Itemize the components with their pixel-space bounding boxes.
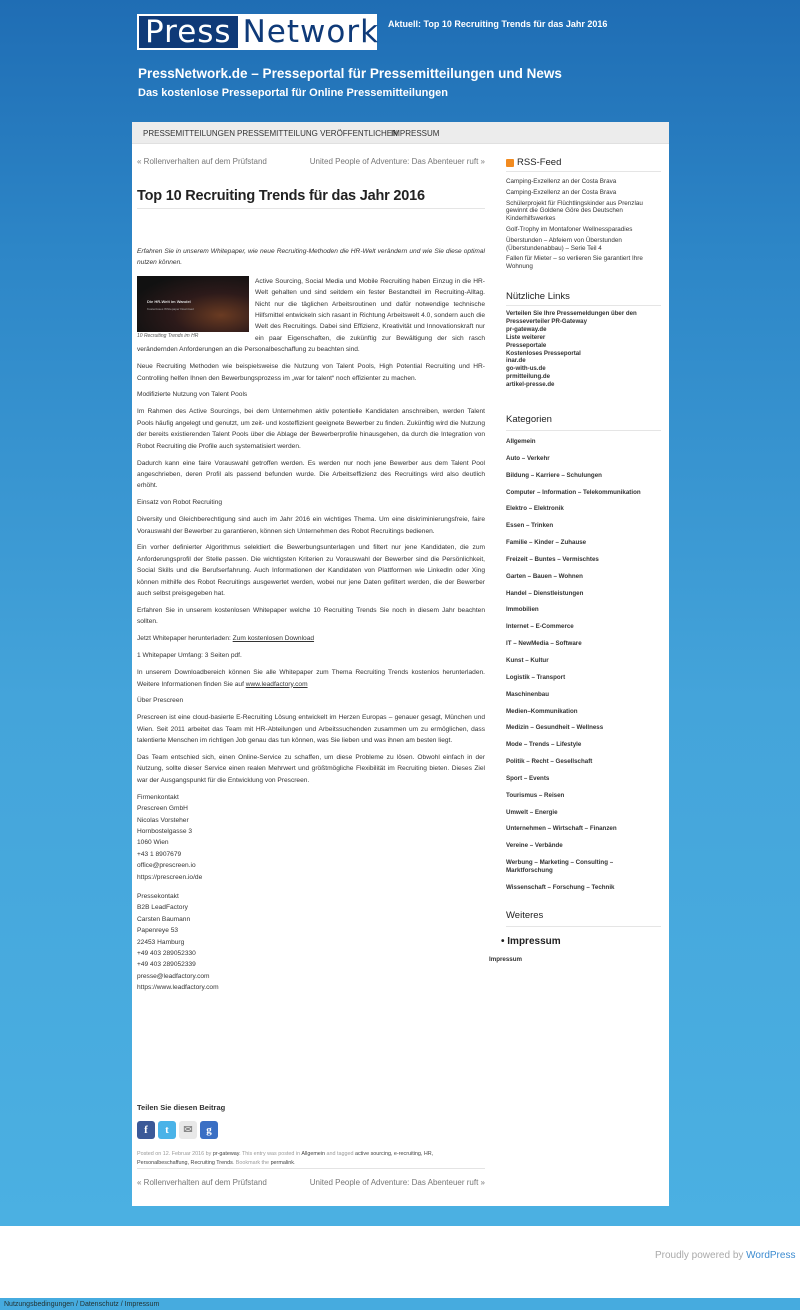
prev-post-link[interactable]: « Rollenverhalten auf dem Prüfstand — [137, 157, 267, 166]
meta-text: . Bookmark the — [232, 1159, 271, 1166]
rss-title-text[interactable]: RSS-Feed — [517, 157, 562, 168]
category-item[interactable]: Medizin – Gesundheit – Wellness — [506, 724, 604, 732]
useful-link[interactable]: Kostenloses Presseportal — [506, 349, 581, 357]
post-intro: Erfahren Sie in unserem Whitepaper, wie neue Recruiting-Methoden die HR-Welt verändern und wie Sie diese optimal nutzen können. — [137, 248, 485, 267]
category-item[interactable]: Werbung – Marketing – Consulting – Marktforschung — [506, 859, 614, 874]
site-description: Das kostenlose Presseportal für Online Pressemitteilungen — [138, 87, 448, 99]
category-item[interactable]: Internet – E-Commerce — [506, 623, 574, 631]
category-item[interactable]: Medien–Kommunikation — [506, 707, 578, 715]
weiteres-widget-title: Weiteres — [506, 910, 661, 927]
rss-item[interactable]: Camping-Exzellenz an der Costa Brava — [506, 188, 617, 196]
rss-item[interactable]: Golf-Trophy im Montafoner Wellnessparadies — [506, 225, 633, 233]
prev-post-link[interactable]: « Rollenverhalten auf dem Prüfstand — [137, 1178, 267, 1187]
links-list — [506, 310, 661, 389]
share-section — [137, 1102, 485, 1139]
impressum-heading[interactable]: • Impressum — [501, 936, 561, 947]
site-title[interactable]: PressNetwork.de – Presseportal für Pressemitteilungen und News — [138, 66, 562, 81]
rss-item[interactable]: Überstunden – Abfeiern von Überstunden (Überstundenabbau) – Serie Teil 4 — [506, 236, 622, 252]
contact-line: 22453 Hamburg — [137, 938, 185, 946]
meta-posted-on: Posted on 12. Februar 2016 by — [137, 1151, 213, 1157]
post-navigation-bottom — [137, 1168, 485, 1188]
contact-line: 1060 Wien — [137, 839, 169, 847]
category-item[interactable]: Allgemein — [506, 438, 536, 445]
contact-line: presse@leadfactory.com — [137, 972, 210, 980]
contact-line: B2B LeadFactory — [137, 904, 188, 912]
category-item[interactable]: Sport – Events — [506, 774, 550, 782]
category-item[interactable]: Computer – Information – Telekommunikation — [506, 488, 641, 496]
image-headline: Die HR-Welt im Wandel — [147, 298, 191, 304]
post-navigation-top — [137, 156, 485, 167]
paragraph: Diversity und Gleichberechtigung sind auch im Jahr 2016 ein wichtiges Thema. Um eine diskriminierungsfreie, faire Vorauswahl der Bewerber zu garantieren, können sich Unternehmen des Robot Recruitings bedienen. — [137, 516, 485, 535]
category-item[interactable]: Familie – Kinder – Zuhause — [506, 539, 587, 547]
category-item[interactable]: Immobilien — [506, 606, 539, 614]
download-link[interactable]: Zum kostenlosen Download — [232, 635, 315, 643]
post-body — [137, 246, 485, 1002]
author-link[interactable]: pr-gateway — [212, 1151, 240, 1157]
category-item[interactable]: Handel – Dienstleistungen — [506, 589, 584, 597]
useful-link[interactable]: go-with-us.de — [506, 365, 546, 373]
rss-item[interactable]: Schülerprojekt für Flüchtlingskinder aus Prenzlau gewinnt die Goldene Göre des Deutschen Kinderhilfswerkes — [506, 199, 643, 223]
powered-by — [655, 1250, 795, 1261]
categories-widget-title: Kategorien — [506, 414, 661, 431]
tags-links[interactable]: active sourcing, e-recruiting, HR, Personalbeschaffung, Recruiting Trends — [137, 1151, 434, 1166]
useful-link[interactable]: Verteilen Sie Ihre Pressemeldungen über den Presseverteiler PR-Gateway — [506, 310, 637, 325]
paragraph: Erfahren Sie in unserem kostenlosen Whitepaper welche 10 Recruiting Trends Sie noch in diesem Jahr beachten sollten. — [137, 606, 485, 626]
leadfactory-link[interactable]: www.leadfactory.com — [245, 680, 308, 688]
paragraph: Im Rahmen des Active Sourcings, bei dem Unternehmen aktiv potentielle Kandidaten anschreiben, werden Talent Pools häufig angelegt und genutzt, um zeit- und kosteffizient geeignete Bewerber zu finden. Zukünftig wird die Nutzung der bereits existierenden Talent Pools über die Ablage der Bewerberprofile hinausgehen, da durch die Integration von Robot Recruiting die Profile auch systematisiert werden. — [137, 408, 485, 450]
main-nav — [132, 122, 669, 144]
useful-link[interactable]: inar.de — [506, 357, 526, 365]
bottom-separator: / — [118, 1301, 125, 1308]
download-paragraph — [137, 633, 485, 644]
rss-icon[interactable] — [506, 159, 514, 167]
useful-link[interactable]: Liste weiterer — [506, 333, 546, 341]
contact-line: Carsten Baumann — [137, 915, 191, 923]
category-item[interactable]: IT – NewMedia – Software — [506, 640, 582, 648]
meta-text: and tagged — [325, 1151, 355, 1157]
paragraph: Ein vorher definierter Algorithmus selektiert die Bewerbungsunterlagen und filtert nur jene Kandidaten, die zum Anforderungsprofil der Stelle passen. Die wichtigsten Kriterien zu Vorauswahl der Bewerber sind die Persönlichkeit, Social Skills und die Berufserfahrung. Auch Informationen der Kandidaten von Plattformen wie LinkedIn oder Xing können mithilfe des Robot Recruitings ausgewertet werden, wobei nur jene Daten gefiltert werden, die der Bewerber auch selbst preisgegeben hat. — [137, 544, 485, 598]
category-item[interactable]: Umwelt – Energie — [506, 808, 558, 816]
next-post-link[interactable]: United People of Adventure: Das Abenteuer ruft » — [309, 1178, 485, 1187]
contact-line: +43 1 8907679 — [137, 850, 182, 858]
category-item[interactable]: Wissenschaft – Forschung – Technik — [506, 883, 615, 891]
category-item[interactable]: Essen – Trinken — [506, 522, 554, 530]
category-item[interactable]: Auto – Verkehr — [506, 454, 550, 462]
subheading: Über Prescreen — [137, 697, 184, 705]
image-caption: 10 Recruiting Trends im HR — [137, 332, 199, 339]
useful-link[interactable]: artikel-presse.de — [506, 381, 555, 389]
useful-link[interactable]: prmitteilung.de — [506, 373, 551, 381]
nav-item-impressum[interactable]: IMPRESSUM — [391, 129, 440, 138]
contact-line: Nicolas Vorsteher — [137, 816, 189, 824]
main-container — [132, 122, 669, 1206]
logo-network-text: Network — [242, 14, 380, 50]
contact-line: +49 403 289052339 — [137, 961, 196, 969]
post-image[interactable] — [137, 276, 249, 332]
category-item[interactable]: Politik – Recht – Gesellschaft — [506, 758, 593, 766]
category-item[interactable]: Mode – Trends – Lifestyle — [506, 741, 582, 749]
footer — [0, 1226, 800, 1298]
subheading: Modifizierte Nutzung von Talent Pools — [137, 391, 248, 399]
share-heading: Teilen Sie diesen Beitrag — [137, 1103, 226, 1112]
contact-line: office@prescreen.io — [137, 862, 196, 870]
logo-press-text: Press — [139, 16, 238, 48]
category-item[interactable]: Unternehmen – Wirtschaft – Finanzen — [506, 825, 617, 833]
contact-line: +49 403 289052330 — [137, 950, 196, 958]
category-item[interactable]: Maschinenbau — [506, 690, 549, 698]
bottom-bar — [0, 1298, 800, 1310]
rss-item[interactable]: Fallen für Mieter – so verlieren Sie garantiert Ihre Wohnung — [506, 255, 643, 271]
paragraph: Prescreen ist eine cloud-basierte E-Recruiting Lösung entwickelt im Herzen Europas – genauer gesagt, München und Wien. Seit 2011 arbeitet das Team mit HR-Abteilungen und Arbeitssuchenden zusammen um zu ermöglichen, dass talentierte Menschen im richtigen Job genau das tun können, was Sie lieben und was ihnen am besten liegt. — [137, 714, 485, 745]
contact-line: Prescreen GmbH — [137, 805, 188, 813]
post-title: Top 10 Recruiting Trends für das Jahr 2016 — [137, 191, 485, 209]
impressum-heading-text[interactable]: Impressum — [507, 936, 561, 947]
next-post-link[interactable]: United People of Adventure: Das Abenteuer ruft » — [309, 157, 485, 166]
company-contact — [137, 792, 485, 883]
permalink-link[interactable]: permalink — [270, 1159, 294, 1166]
category-item[interactable]: Freizeit – Buntes – Vermischtes — [506, 555, 599, 563]
paragraph: Neue Recruiting Methoden wie beispielsweise die Nutzung von Talent Pools, High Potential Recruiting und HR-Controlling helfen Ihnen den Bewerbungsprozess im „war for talent“ noch effizienter zu machen. — [137, 363, 485, 382]
google-icon[interactable]: g — [200, 1121, 218, 1139]
useful-link[interactable]: Presseportale — [506, 341, 547, 349]
links-widget-title: Nützliche Links — [506, 291, 661, 306]
useful-link[interactable]: pr-gateway.de — [506, 325, 547, 333]
site-logo[interactable] — [137, 14, 380, 50]
impressum-link[interactable]: Impressum — [489, 956, 523, 963]
subheading: Einsatz von Robot Recruiting — [137, 499, 223, 507]
category-item[interactable]: Elektro – Elektronik — [506, 505, 564, 513]
post-figure — [137, 276, 249, 340]
contact-line: Firmenkontakt — [137, 793, 179, 801]
category-item[interactable]: Logistik – Transport — [506, 673, 566, 681]
paragraph: Active Sourcing, Social Media und Mobile Recruiting haben Einzug in die HR-Welt gehalten und sind seitdem ein fester Bestandteil im Recruiting-Alltag. Nicht nur die täglichen Arbeitsroutinen und dafür notwendige technische Hilfsmittel entwickeln sich rasant in Richtung Arbeitswelt 4.0, sondern auch die Welt des Recruitings. Dabei sind Effizienz, Kreativität und Innovationskraft nur ein paar Eigenschaften, die zukünftig zur Bewältigung der sich rasch verändernden Anforderungen an die Personalbeschaffung zu beachten sind. — [137, 277, 485, 354]
powered-prefix: Proudly powered by — [655, 1250, 747, 1261]
category-item[interactable]: Vereine – Verbände — [506, 842, 563, 850]
bottom-impressum-link[interactable]: Impressum — [124, 1301, 160, 1308]
contact-line: Hornbostelgasse 3 — [137, 827, 192, 835]
rss-widget-title — [506, 157, 661, 172]
contact-line: Pressekontakt — [137, 893, 179, 900]
download-prefix: Jetzt Whitepaper herunterladen: — [137, 635, 233, 643]
paragraph: 1 Whitepaper Umfang: 3 Seiten pdf. — [137, 652, 242, 660]
image-subline: Kostenloses Whitepaper Download — [147, 306, 194, 311]
meta-text: . — [293, 1159, 296, 1166]
twitter-icon[interactable]: t — [158, 1121, 176, 1139]
category-item[interactable]: Tourismus – Reisen — [506, 791, 565, 799]
paragraph: Dadurch kann eine faire Vorauswahl getroffen werden. Es werden nur noch jene Bewerber aus dem Talent Pool angeschrieben, deren Profil als passend befunden wurde. Die Arbeitseffizienz des Recruitings wird also deutlich erhöht. — [137, 459, 485, 490]
rss-list — [506, 178, 661, 274]
leadfactory-paragraph — [137, 667, 485, 690]
facebook-icon[interactable]: f — [137, 1121, 155, 1139]
meta-text: . This entry was posted in — [239, 1151, 302, 1157]
terms-privacy-link[interactable]: Nutzungsbedingungen / Datenschutz — [4, 1301, 119, 1308]
categories-list — [506, 438, 661, 901]
leadfactory-prefix: In unserem Downloadbereich können Sie alle Whitepaper zum Thema Recruiting Trends kostenlos herunterladen. Weitere Informationen finden Sie auf — [137, 669, 485, 688]
contact-line: https://prescreen.io/de — [137, 873, 203, 881]
category-item[interactable]: Kunst – Kultur — [506, 656, 549, 664]
contact-line: Papenreye 53 — [137, 927, 179, 935]
category-item[interactable]: Garten – Bauen – Wohnen — [506, 572, 583, 580]
contact-line: https://www.leadfactory.com — [137, 984, 219, 992]
wordpress-link[interactable]: WordPress — [746, 1250, 796, 1261]
nav-item-pressemitteilungen[interactable]: PRESSEMITTEILUNGEN — [143, 129, 236, 138]
press-contact — [137, 891, 485, 994]
category-link[interactable]: Allgemein — [301, 1151, 325, 1157]
current-news-ticker[interactable]: Aktuell: Top 10 Recruiting Trends für das Jahr 2016 — [388, 19, 608, 29]
rss-item[interactable]: Camping-Exzellenz an der Costa Brava — [506, 178, 617, 185]
email-icon[interactable]: ✉ — [179, 1121, 197, 1139]
post-meta — [137, 1150, 485, 1168]
paragraph: Das Team entschied sich, einen Online-Service zu schaffen, um diese Probleme zu lösen. Obwohl einfach in der Nutzung, sollte dieser Service einen realen Mehrwert und größtmögliche Flexibilität im Recruiting bieten. Dieses Ziel war der Ausgangspunkt für die Entwicklung von Prescreen. — [137, 754, 485, 784]
category-item[interactable]: Bildung – Karriere – Schulungen — [506, 471, 602, 479]
nav-item-veroeffentlichen[interactable]: PRESSEMITTEILUNG VERÖFFENTLICHEN — [237, 129, 398, 138]
